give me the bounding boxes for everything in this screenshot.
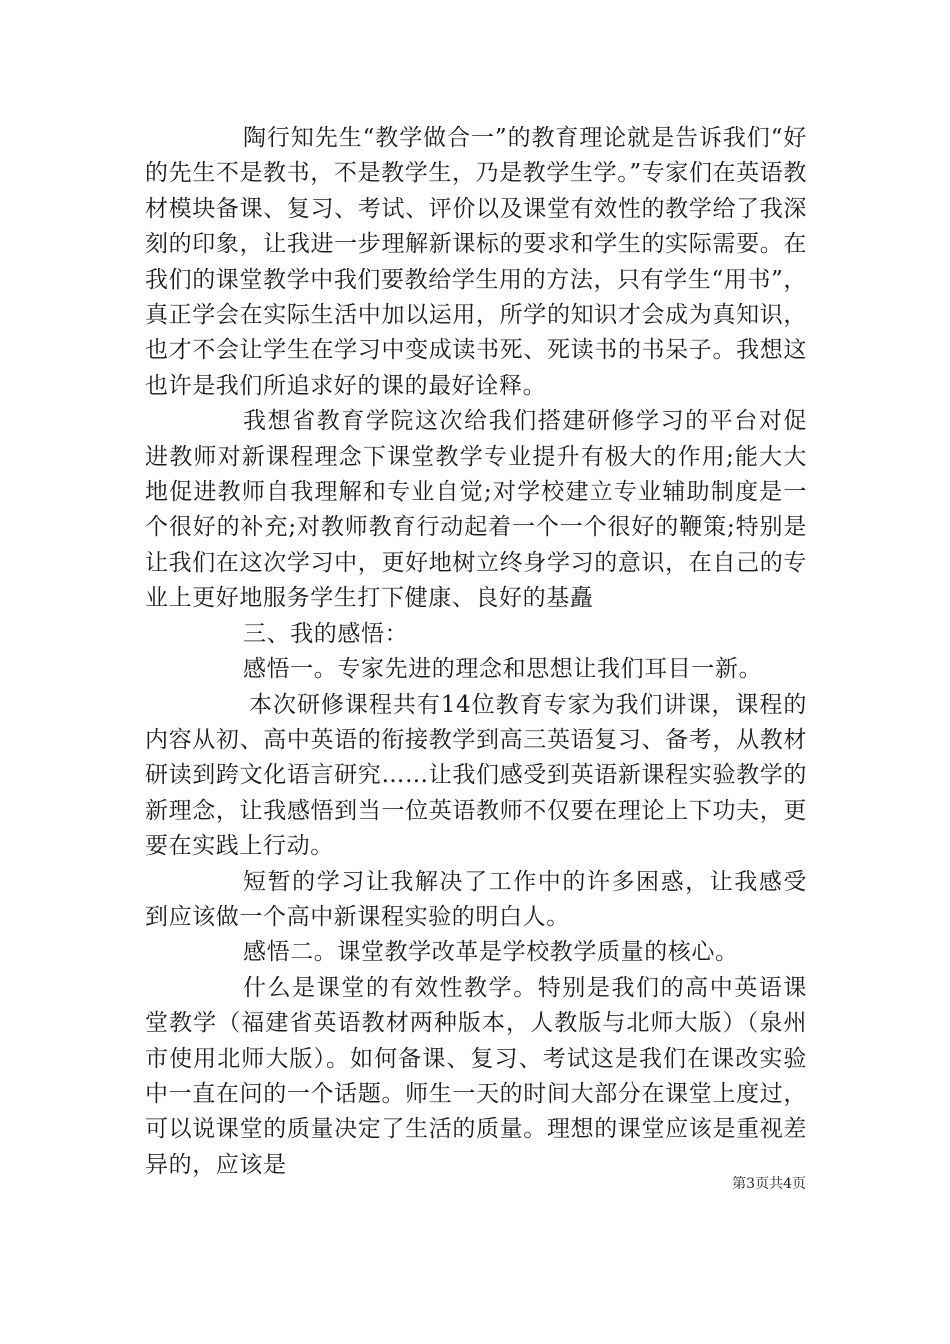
page-number: 第3页共4页	[732, 1176, 806, 1192]
paragraph-5: 什么是课堂的有效性教学。特别是我们的高中英语课堂教学（福建省英语教材两种版本，人教版与北师大版）（泉州市使用北师大版）。如何备课、复习、考试这是我们在课改实验中一直在问的一个话题。师生一天的时间大部分在课堂上度过，可以说课堂的质量决定了生活的质量。理想的课堂应该是重视差异的，应该是	[145, 974, 807, 1178]
document-body	[145, 121, 807, 1183]
paragraph-2: 我想省教育学院这次给我们搭建研修学习的平台对促进教师对新课程理念下课堂教学专业提升有极大的作用;能大大地促进教师自我理解和专业自觉;对学校建立专业辅助制度是一个很好的补充;对教师教育行动起着一个一个很好的鞭策;特别是让我们在这次学习中，更好地树立终身学习的意识，在自己的专业上更好地服务学生打下健康、良好的基矗	[145, 408, 807, 612]
section-heading: 三、我的感悟：	[243, 620, 409, 647]
subheading-2: 感悟二。课堂教学改革是学校教学质量的核心。	[243, 939, 739, 966]
paragraph-3: 本次研修课程共有14位教育专家为我们讲课，课程的内容从初、高中英语的衔接教学到高三英语复习、备考，从教材研读到跨文化语言研究……让我们感受到英语新课程实验教学的新理念，让我感悟到当一位英语教师不仅要在理论上下功夫，更要在实践上行动。	[145, 691, 807, 860]
paragraph-1: 陶行知先生“教学做合一”的教育理论就是告诉我们“好的先生不是教书，不是教学生，乃是教学生学。”专家们在英语教材模块备课、复习、考试、评价以及课堂有效性的教学给了我深刻的印象，让我进一步理解新课标的要求和学生的实际需要。在我们的课堂教学中我们要教给学生用的方法，只有学生“用书”，真正学会在实际生活中加以运用，所学的知识才会成为真知识，也才不会让学生在学习中变成读书死、死读书的书呆子。我想这也许是我们所追求好的课的最好诠释。	[145, 125, 807, 399]
subheading-1: 感悟一。专家先进的理念和思想让我们耳目一新。	[243, 656, 763, 683]
paragraph-4: 短暂的学习让我解决了工作中的许多困惑，让我感受到应该做一个高中新课程实验的明白人。	[145, 868, 807, 930]
